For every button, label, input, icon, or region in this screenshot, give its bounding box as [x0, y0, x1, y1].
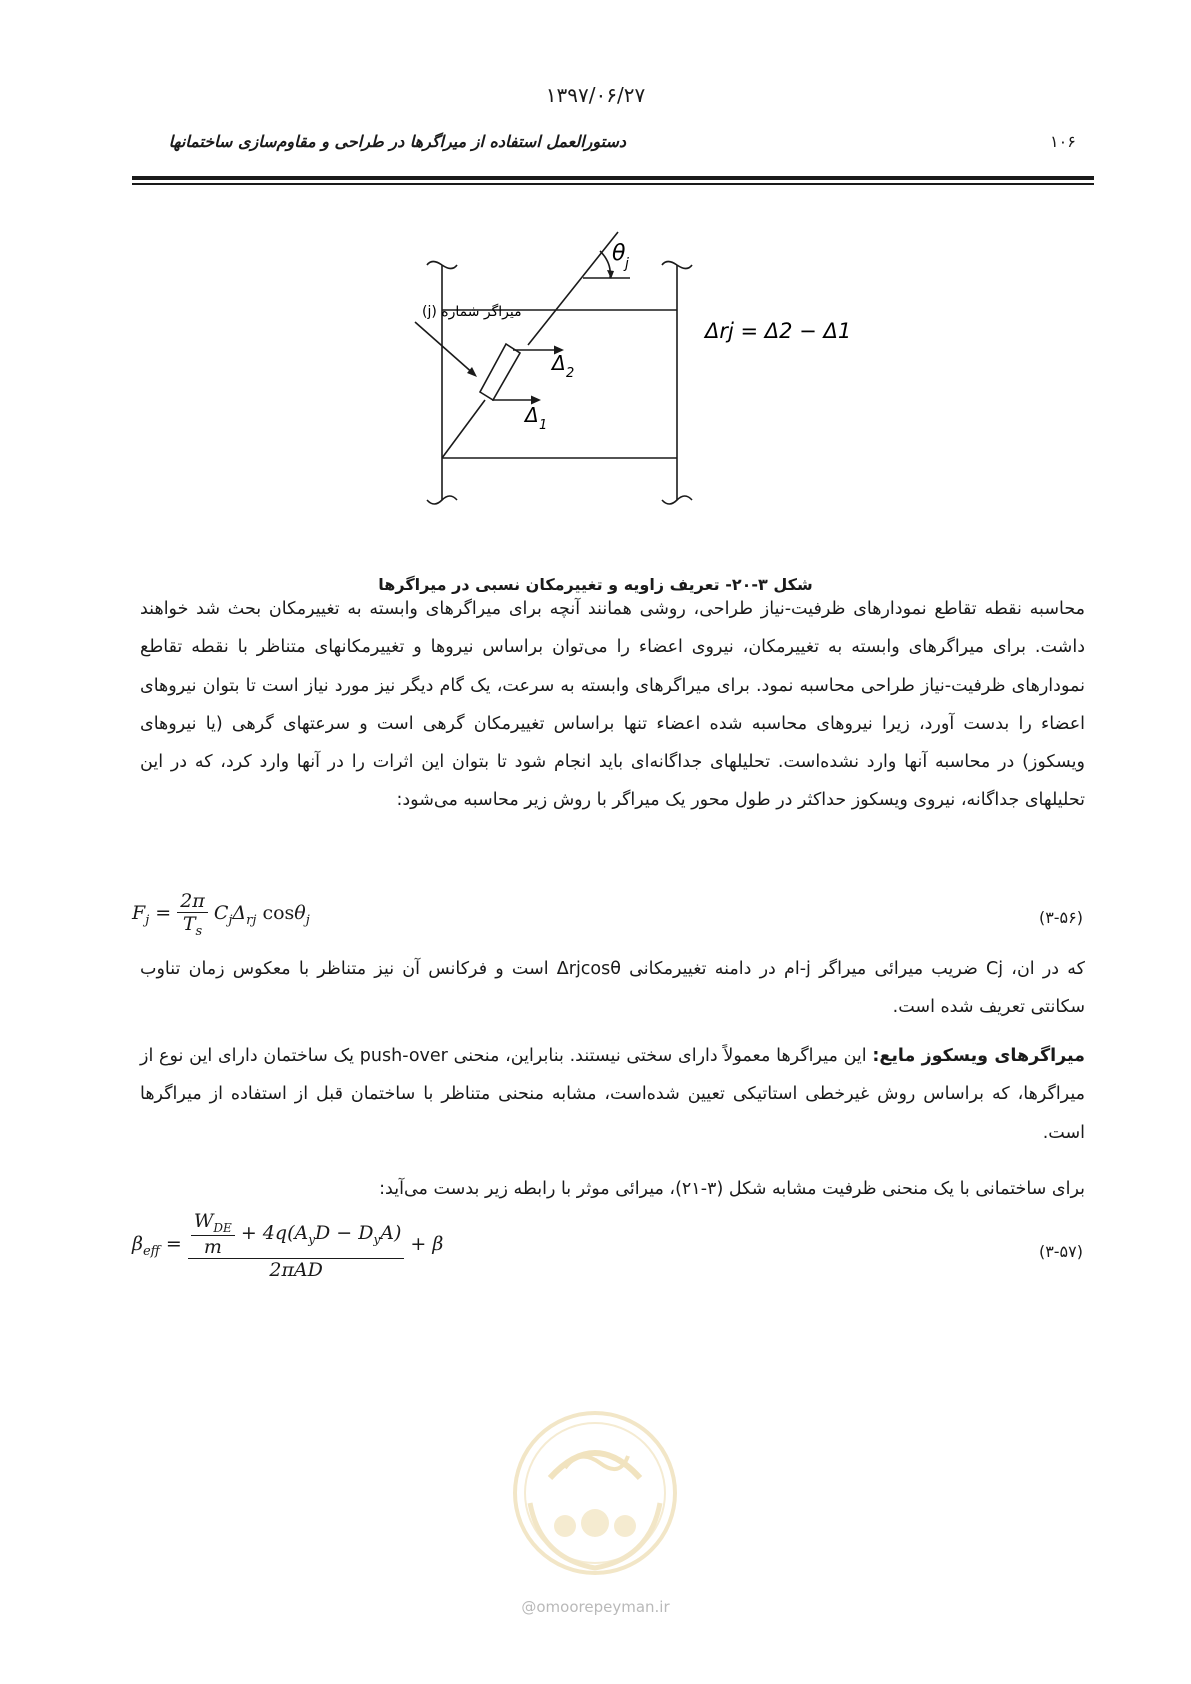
paragraph-effective-damping [140, 1170, 1085, 1208]
paragraph-coefficient [140, 950, 1085, 1027]
viscous-dampers-heading: میراگرهای ویسکوز مایع: [872, 1046, 1085, 1066]
header-rule-thick [132, 176, 1094, 180]
damper-body [480, 344, 520, 400]
theta-subscript: j [625, 256, 629, 272]
brace-lower [442, 400, 485, 458]
eq56-expression: $F_j$ = $\frac{2\pi}{T_s}$ $C_j\Delta_{rj}$ cosθ$_j$ [132, 890, 310, 939]
eq57-expression: $\beta_{eff}$ = $\frac{W_{DE}}{m}$ + $4q(A_yD - D_yA)$ 2πAD + β [132, 1210, 444, 1281]
equation-56-number: (۳-۵۶) [1038, 908, 1083, 927]
watermark-url: @omoorepeyman.ir [521, 1598, 670, 1616]
figure-caption: شکل ۳-۲۰- تعریف زاویه و تغییرمکان نسبی در میراگرها [378, 575, 813, 594]
equation-57-number: (۳-۵۷) [1038, 1242, 1083, 1261]
page-date: ۱۳۹۷/۰۶/۲۷ [545, 83, 646, 107]
damper-figure [320, 230, 920, 555]
paragraph-3-text: این میراگرها معمولاً دارای سختی نیستند. بنابراین، منحنی push-over یک ساختمان دارای این نوع از میراگرها، که براساس روش غیرخطی استاتیکی تعیین شده‌است، مشابه منحنی متناظر با ساختمان قبل از استفاده از میراگرها است. [140, 1046, 1085, 1143]
paragraph-2-text: که در ان، Cj ضریب میرائی میراگر j-ام در دامنه تغییرمکانی Δrjcosθ است و فرکانس آن نیز متناظر با معکوس زمان تناوب سکانتی تعریف شده است. [140, 959, 1085, 1018]
damper-label-leader [415, 322, 475, 375]
equation-56 [132, 890, 310, 939]
page-number: ۱۰۶ [1050, 132, 1076, 151]
paragraph-4-text: برای ساختمانی با یک منحنی ظرفیت مشابه شکل (۳-۲۱)، میرائی موثر با رابطه زیر بدست می‌آید: [379, 1179, 1085, 1199]
paragraph-intro [140, 590, 1085, 820]
damper-number-label: میراگر شماره (j) [422, 304, 522, 320]
brace-upper [528, 232, 618, 345]
relative-drift-equation: Δrj = Δ2 − Δ1 [705, 319, 852, 343]
running-header-title: دستورالعمل استفاده از میراگرها در طراحی و مقاوم‌سازی ساختمانها [168, 132, 626, 151]
left-column-top-break [427, 262, 442, 266]
delta1-symbol: Δ [525, 403, 539, 427]
paragraph-1-text: محاسبه نقطه تقاطع نمودارهای ظرفیت-نیاز طراحی، روشی همانند آنچه برای میراگرهای وابسته به تغییرمکان بحث شد خواهند داشت. برای میراگرهای وابسته به تغییرمکان، نیروی اعضاء را می‌توان براساس نیروها و تغییرمکانهای متناظر با نقطه تقاطع نمودارهای ظرفیت-نیاز طراحی محاسبه نمود. برای میراگرهای وابسته به سرعت، یک گام دیگر نیز مورد نیاز است تا بتوان نیروهای اعضاء را بدست آورد، زیرا نیروهای محاسبه شده اعضاء تنها براساس تغییرمکان گرهی است و سرعتهای گرهی (یا نیروهای ویسکوز) در محاسبه آنها وارد نشده‌است. تحلیلهای جداگانه‌ای باید انجام شود تا بتوان این اثرات را در آنها وارد کرد، که در این تحلیلهای جداگانه، نیروی ویسکوز حداکثر در طول محور یک میراگر با روش زیر محاسبه می‌شود: [140, 599, 1085, 811]
delta2-symbol: Δ [552, 351, 566, 375]
damper-diagram [320, 230, 920, 555]
delta1-subscript: 1 [539, 418, 548, 433]
right-column-top-break [662, 262, 677, 266]
seal-graphic [510, 1408, 680, 1578]
paragraph-viscous [140, 1037, 1085, 1152]
theta-arc [600, 251, 610, 278]
equation-57 [132, 1210, 443, 1281]
delta2-subscript: 2 [566, 366, 575, 381]
header-rule-thin [132, 183, 1094, 185]
watermark-seal [510, 1408, 680, 1578]
theta-symbol: θ [612, 241, 626, 266]
